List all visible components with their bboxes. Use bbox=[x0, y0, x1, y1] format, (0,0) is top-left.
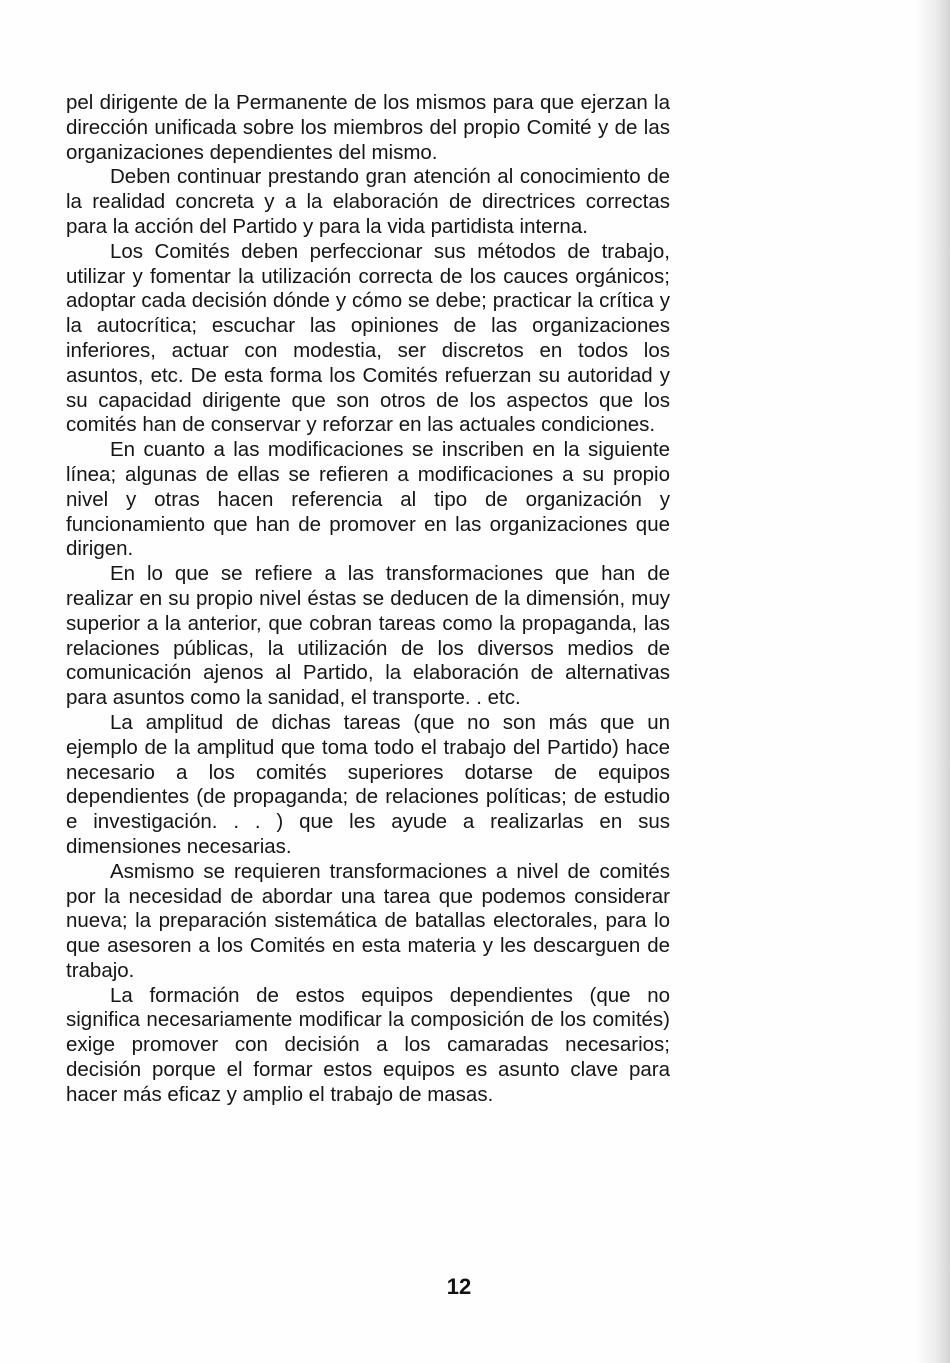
paragraph-5: En lo que se refiere a las transformaciones que han de realizar en su propio nivel éstas se deducen de la dimensión, muy superior a la anterior, que cobran tareas como la propaganda, las relaciones públicas, la utilización de los diversos medios de comunicación ajenos al Partido, la elaboración de alternativas para asuntos como la sanidad, el transporte. . etc. bbox=[66, 562, 670, 710]
paragraph-3: Los Comités deben perfeccionar sus métodos de trabajo, utilizar y fomentar la utilización correcta de los cauces orgánicos; adoptar cada decisión dónde y cómo se debe; practicar la crítica y la autocrítica; escuchar las opiniones de las organizaciones inferiores, actuar con modestia, ser discretos en todos los asuntos, etc. De esta forma los Comités refuerzan su autoridad y su capacidad dirigente que son otros de los aspectos que los comités han de conservar y reforzar en las actuales condiciones. bbox=[66, 239, 670, 437]
paragraph-7: Asmismo se requieren transformaciones a nivel de comités por la necesidad de abordar una tarea que podemos considerar nueva; la preparación sistemática de batallas electorales, para lo que asesoren a los Comités en esta materia y les descarguen de trabajo. bbox=[66, 859, 670, 982]
paragraph-6: La amplitud de dichas tareas (que no son más que un ejemplo de la amplitud que toma todo el trabajo del Partido) hace necesario a los comités superiores dotarse de equipos dependientes (de propaganda; de relaciones políticas; de estudio e investigación. . . ) que les ayude a realizarlas en sus dimensiones necesarias. bbox=[66, 710, 670, 858]
paragraph-2: Deben continuar prestando gran atención al conocimiento de la realidad concreta y a la elaboración de directrices correctas para la acción del Partido y para la vida partidista interna. bbox=[66, 165, 670, 238]
paragraph-1: pel dirigente de la Permanente de los mismos para que ejerzan la dirección unificada sobre los miembros del propio Comité y de las organizaciones dependientes del mismo. bbox=[66, 91, 670, 164]
paragraph-4: En cuanto a las modificaciones se inscriben en la siguiente línea; algunas de ellas se refieren a modificaciones a su propio nivel y otras hacen referencia al tipo de organización y funcionamiento que han de promover en las organizaciones que dirigen. bbox=[66, 438, 670, 561]
body-text bbox=[66, 91, 670, 1108]
paragraph-8: La formación de estos equipos dependientes (que no significa necesariamente modificar la composición de los comités) exige promover con decisión a los camaradas necesarios; decisión porque el formar estos equipos es asunto clave para hacer más eficaz y amplio el trabajo de masas. bbox=[66, 983, 670, 1106]
page-number: 12 bbox=[446, 1274, 472, 1299]
page-edge-shadow bbox=[916, 0, 950, 1363]
